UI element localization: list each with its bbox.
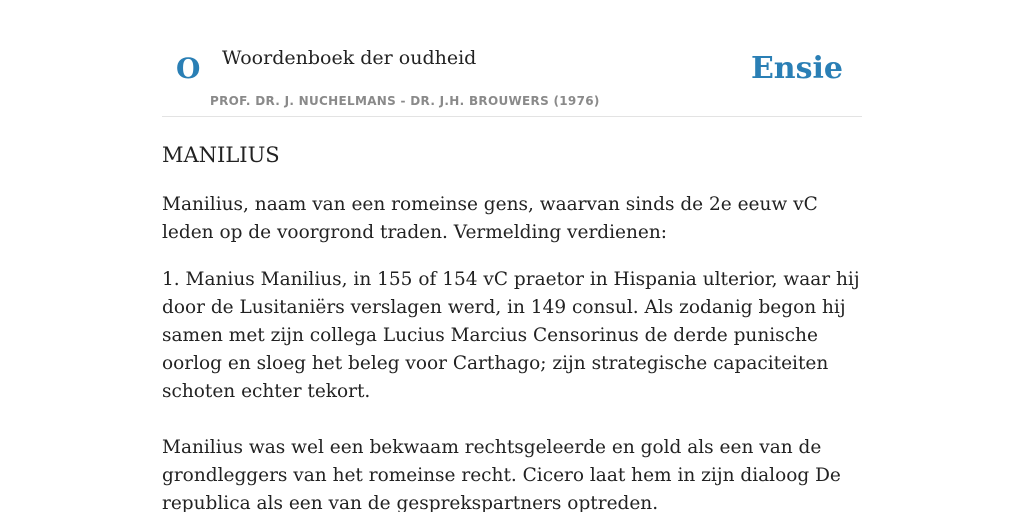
entry-paragraph: Manilius was wel een bekwaam rechtsgeleerde en gold als een van de grondleggers van het romeinse recht. Cicero laat hem in zijn dialoog De republica als een van de gesprekspartners optreden.: [162, 437, 841, 512]
letter-index-link[interactable]: O: [176, 52, 201, 85]
entry-content: [162, 139, 862, 512]
entry-paragraph: Manilius, naam van een romeinse gens, waarvan sinds de 2e eeuw vC leden op de voorgrond traden. Vermelding verdienen:: [162, 194, 818, 243]
header: [162, 0, 862, 117]
brand-logo-link[interactable]: Ensie: [750, 51, 843, 86]
book-title-link[interactable]: Woordenboek der oudheid: [222, 47, 477, 69]
entry-paragraph: 1. Manius Manilius, in 155 of 154 vC praetor in Hispania ulterior, waar hij door de Lusitaniërs verslagen werd, in 149 consul. Als zodanig begon hij samen met zijn collega Lucius Marcius Censorinus de derde punische oorlog en sloeg het beleg voor Carthago; zijn strategische capaciteiten schoten echter tekort.: [162, 269, 860, 402]
authors-caption: PROF. DR. J. NUCHELMANS - DR. J.H. BROUWERS (1976): [210, 94, 600, 108]
entry-title: MANILIUS: [162, 143, 280, 167]
